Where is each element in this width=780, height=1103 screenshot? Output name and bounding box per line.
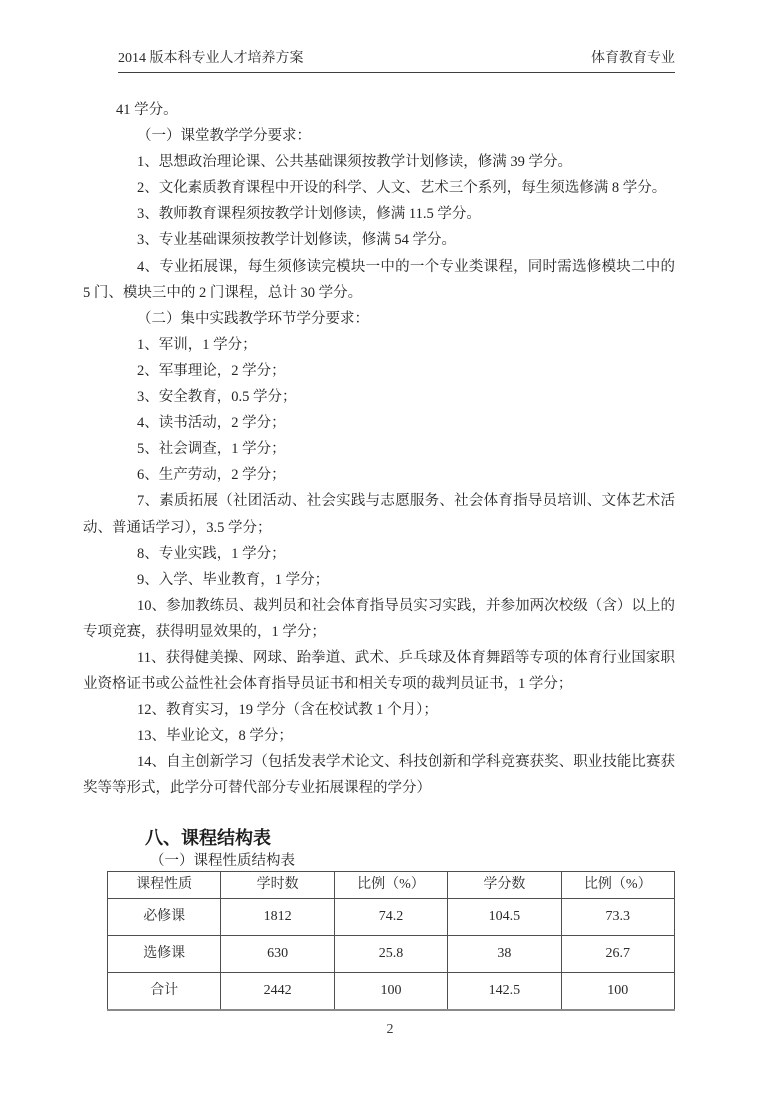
document-body — [83, 97, 675, 1011]
body-paragraph: 3、教师教育课程须按教学计划修读，修满 11.5 学分。 — [137, 206, 481, 223]
body-paragraph: 8、专业实践，1 学分； — [137, 545, 286, 562]
body-paragraph: 10、参加教练员、裁判员和社会体育指导员实习实践，并参加两次校级（含）以上的专项竞赛，获得明显效果的，1 学分； — [83, 597, 675, 640]
body-paragraph: 3、安全教育，0.5 学分； — [137, 389, 297, 406]
table-cell: 142.5 — [448, 972, 561, 1010]
section-heading: 八、课程结构表 — [145, 827, 271, 848]
header-right-title: 体育教育专业 — [591, 51, 675, 66]
table-cell: 38 — [448, 935, 561, 972]
table-header-cell: 学时数 — [221, 871, 334, 898]
table-cell: 合计 — [108, 972, 221, 1010]
table-cell: 26.7 — [561, 935, 674, 972]
table-header-cell: 比例（%） — [334, 871, 447, 898]
table-header-cell: 课程性质 — [108, 871, 221, 898]
page-number: 2 — [386, 1022, 394, 1037]
table-cell: 73.3 — [561, 898, 674, 935]
table-cell: 1812 — [221, 898, 334, 935]
body-paragraph: 6、生产劳动，2 学分； — [137, 467, 286, 484]
table-cell: 100 — [334, 972, 447, 1010]
body-paragraph: 1、思想政治理论课、公共基础课须按教学计划修读，修满 39 学分。 — [137, 154, 572, 171]
body-paragraph: 12、教育实习，19 学分（含在校试教 1 个月）； — [137, 702, 438, 719]
table-cell: 104.5 — [448, 898, 561, 935]
body-paragraph: 9、入学、毕业教育，1 学分； — [137, 571, 330, 588]
table-row-total — [108, 972, 675, 1010]
body-paragraph: 11、获得健美操、网球、跆拳道、武术、乒乓球及体育舞蹈等专项的体育行业国家职业资格证书或公益性社会体育指导员证书和相关专项的裁判员证书，1 学分； — [83, 649, 675, 693]
table-cell: 选修课 — [108, 935, 221, 972]
body-paragraph: 4、读书活动，2 学分； — [137, 415, 286, 432]
body-paragraph: （一）课堂教学学分要求： — [137, 128, 311, 145]
body-paragraph: 4、专业拓展课，每生须修读完模块一中的一个专业类课程，同时需选修模块二中的 5 门、模块三中的 2 门课程，总计 30 学分。 — [83, 258, 675, 301]
table-row-elective — [108, 935, 675, 972]
table-row-required — [108, 898, 675, 935]
table-cell: 100 — [561, 972, 674, 1010]
body-paragraph: 3、专业基础课须按教学计划修读，修满 54 学分。 — [137, 232, 456, 249]
table-cell: 630 — [221, 935, 334, 972]
body-paragraph: 41 学分。 — [116, 102, 178, 118]
body-paragraph: 7、素质拓展（社团活动、社会实践与志愿服务、社会体育指导员培训、文体艺术活动、普通话学习），3.5 学分； — [83, 493, 675, 536]
body-paragraph: 2、文化素质教育课程中开设的科学、人文、艺术三个系列，每生须选修满 8 学分。 — [137, 180, 667, 197]
table-header-cell: 比例（%） — [561, 871, 674, 898]
body-paragraph: 1、军训，1 学分； — [137, 336, 257, 353]
table-header-cell: 学分数 — [448, 871, 561, 898]
body-paragraph: 14、自主创新学习（包括发表学术论文、科技创新和学科竞赛获奖、职业技能比赛获奖等等形式，此学分可替代部分专业拓展课程的学分） — [83, 754, 675, 797]
body-paragraph: 5、社会调查，1 学分； — [137, 441, 286, 458]
course-structure-table — [107, 871, 675, 1011]
body-paragraph: 13、毕业论文，8 学分； — [137, 728, 293, 745]
body-paragraph: （二）集中实践教学环节学分要求： — [137, 310, 369, 327]
table-header-row — [108, 871, 675, 898]
table-cell: 74.2 — [334, 898, 447, 935]
page-header — [118, 50, 675, 73]
table-cell: 2442 — [221, 972, 334, 1010]
header-left-title: 2014 版本科专业人才培养方案 — [118, 51, 304, 66]
table-cell: 25.8 — [334, 935, 447, 972]
table-cell: 必修课 — [108, 898, 221, 935]
body-paragraph: 2、军事理论，2 学分； — [137, 362, 286, 379]
table-caption: （一）课程性质结构表 — [150, 852, 295, 869]
